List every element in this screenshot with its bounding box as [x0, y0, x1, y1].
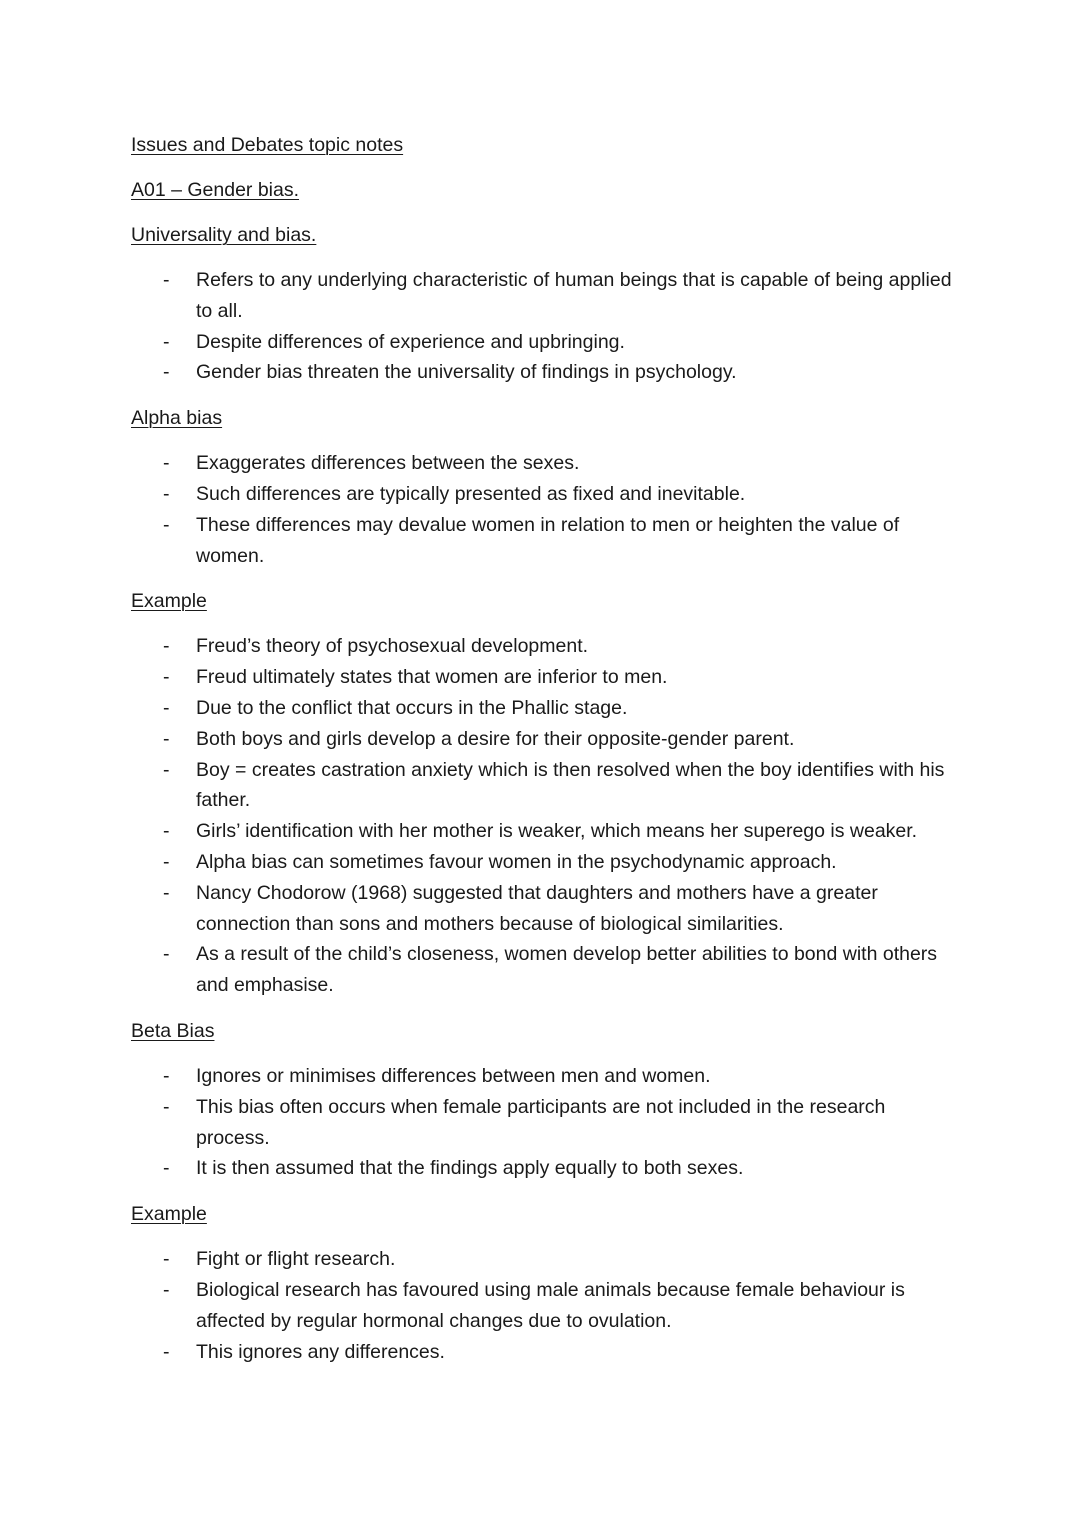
dash-marker: - — [163, 1095, 170, 1118]
bullet-text: Boy = creates castration anxiety which is then resolved when the boy identifies with his father. — [196, 758, 945, 812]
bullet-list — [131, 1244, 961, 1367]
dash-marker: - — [163, 1248, 170, 1271]
bullet-item — [131, 693, 961, 724]
section-heading-row — [131, 1016, 961, 1046]
dash-marker: - — [163, 820, 170, 843]
section-heading-row — [131, 586, 961, 616]
dash-marker: - — [163, 850, 170, 873]
bullet-list — [131, 1061, 961, 1184]
bullet-item — [131, 847, 961, 878]
bullet-item — [131, 327, 961, 358]
dash-marker: - — [163, 513, 170, 536]
dash-marker: - — [163, 696, 170, 719]
bullet-text: Both boys and girls develop a desire for their opposite-gender parent. — [196, 727, 795, 750]
bullet-text: This ignores any differences. — [196, 1340, 445, 1363]
bullet-item — [131, 724, 961, 755]
section-heading-row — [131, 1199, 961, 1229]
bullet-text: Nancy Chodorow (1968) suggested that daughters and mothers have a greater connection than sons and mothers because of biological similarities. — [196, 881, 878, 935]
bullet-text: Biological research has favoured using male animals because female behaviour is affected by regular hormonal changes due to ovulation. — [196, 1278, 905, 1332]
bullet-item — [131, 1337, 961, 1368]
section-heading: Beta Bias — [131, 1019, 215, 1042]
bullet-text: Due to the conflict that occurs in the Phallic stage. — [196, 696, 628, 719]
bullet-item — [131, 1244, 961, 1275]
dash-marker: - — [163, 758, 170, 781]
bullet-text: Such differences are typically presented as fixed and inevitable. — [196, 482, 746, 505]
dash-marker: - — [163, 482, 170, 505]
section-heading: Example — [131, 590, 207, 613]
dash-marker: - — [163, 727, 170, 750]
bullet-list — [131, 631, 961, 1001]
section-heading-row — [131, 403, 961, 433]
bullet-text: As a result of the child’s closeness, women develop better abilities to bond with others and emphasise. — [196, 943, 938, 997]
bullet-item — [131, 939, 961, 1001]
dash-marker: - — [163, 635, 170, 658]
bullet-item — [131, 816, 961, 847]
document-subtitle: A01 – Gender bias. — [131, 179, 300, 201]
section-heading: Universality and bias. — [131, 224, 317, 246]
dash-marker: - — [163, 1064, 170, 1087]
dash-marker: - — [163, 330, 170, 353]
bullet-text: Gender bias threaten the universality of findings in psychology. — [196, 361, 737, 384]
dash-marker: - — [163, 1157, 170, 1180]
bullet-item — [131, 878, 961, 940]
bullet-text: This bias often occurs when female participants are not included in the research process. — [196, 1095, 886, 1149]
bullet-item — [131, 448, 961, 479]
bullet-list — [131, 265, 961, 388]
bullet-item — [131, 1092, 961, 1154]
document-page — [131, 130, 961, 1382]
bullet-text: Refers to any underlying characteristic of human beings that is capable of being applied to all. — [196, 269, 952, 322]
bullet-text: Girls’ identification with her mother is weaker, which means her superego is weaker. — [196, 820, 918, 843]
dash-marker: - — [163, 452, 170, 475]
bullet-text: Freud’s theory of psychosexual development. — [196, 635, 589, 658]
bullet-item — [131, 1275, 961, 1337]
bullet-text: These differences may devalue women in relation to men or heighten the value of women. — [196, 513, 900, 567]
bullet-item — [131, 1061, 961, 1092]
bullet-item — [131, 265, 961, 327]
section-heading-row — [131, 220, 961, 250]
bullet-text: It is then assumed that the findings apply equally to both sexes. — [196, 1157, 744, 1180]
bullet-list — [131, 448, 961, 571]
subtitle-row — [131, 175, 961, 205]
bullet-item — [131, 1153, 961, 1184]
bullet-text: Freud ultimately states that women are inferior to men. — [196, 666, 668, 689]
document-title: Issues and Debates topic notes — [131, 134, 404, 156]
bullet-item — [131, 662, 961, 693]
dash-marker: - — [163, 1340, 170, 1363]
bullet-text: Despite differences of experience and upbringing. — [196, 330, 625, 353]
title-row — [131, 130, 961, 160]
bullet-item — [131, 479, 961, 510]
bullet-text: Alpha bias can sometimes favour women in the psychodynamic approach. — [196, 850, 837, 873]
dash-marker: - — [163, 943, 170, 966]
dash-marker: - — [163, 269, 170, 291]
bullet-text: Fight or flight research. — [196, 1248, 396, 1271]
dash-marker: - — [163, 1278, 170, 1301]
bullet-item — [131, 357, 961, 388]
bullet-text: Exaggerates differences between the sexes. — [196, 452, 580, 475]
bullet-item — [131, 755, 961, 817]
bullet-text: Ignores or minimises differences between men and women. — [196, 1064, 711, 1087]
dash-marker: - — [163, 881, 170, 904]
bullet-item — [131, 631, 961, 662]
dash-marker: - — [163, 361, 170, 384]
section-heading: Alpha bias — [131, 407, 223, 430]
bullet-item — [131, 510, 961, 572]
dash-marker: - — [163, 666, 170, 689]
section-heading: Example — [131, 1203, 207, 1226]
